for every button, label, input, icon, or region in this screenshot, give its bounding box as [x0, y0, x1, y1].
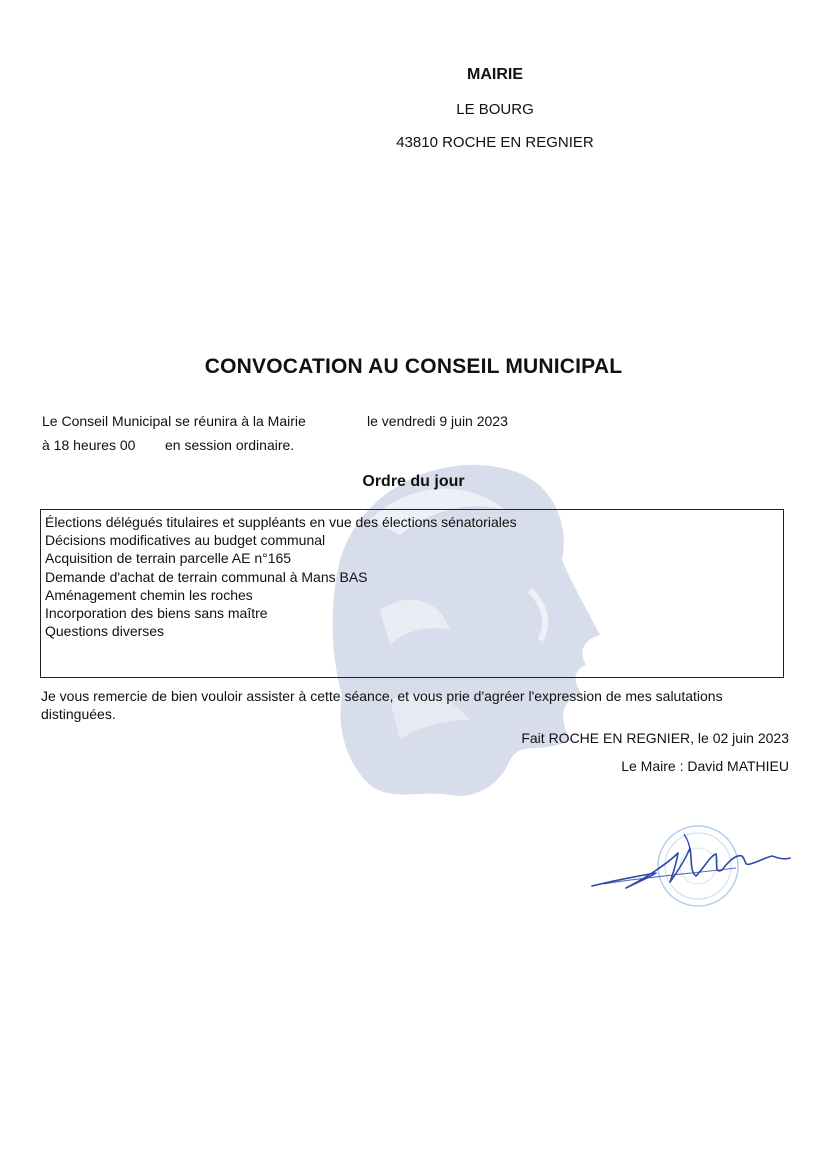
- agenda-item: Demande d'achat de terrain communal à Mans BAS: [45, 568, 368, 585]
- meeting-location: Le Conseil Municipal se réunira à la Mairie: [42, 413, 306, 429]
- agenda-item: Incorporation des biens sans maître: [45, 605, 268, 622]
- agenda-item: Aménagement chemin les roches: [45, 586, 253, 603]
- agenda-item: Acquisition de terrain parcelle AE n°165: [45, 550, 292, 567]
- meeting-session: en session ordinaire.: [165, 437, 295, 453]
- agenda-list: [45, 513, 779, 640]
- document-title: CONVOCATION AU CONSEIL MUNICIPAL: [204, 355, 623, 378]
- meeting-date: le vendredi 9 juin 2023: [367, 413, 508, 429]
- agenda-title: Ordre du jour: [362, 473, 465, 490]
- signature-stamp-icon: [586, 818, 796, 918]
- signatory: Le Maire : David MATHIEU: [621, 758, 789, 774]
- closing-paragraph: Je vous remercie de bien vouloir assister à cette séance, et vous prie d'agréer l'expression de mes salutations distinguées.: [41, 688, 723, 722]
- agenda-item: Questions diverses: [45, 623, 165, 640]
- city-line: 43810 ROCHE EN REGNIER: [396, 134, 594, 151]
- mairie-heading: MAIRIE: [467, 66, 523, 83]
- agenda-box: [40, 509, 784, 678]
- agenda-item: Décisions modificatives au budget communal: [45, 532, 326, 549]
- meeting-time: à 18 heures 00: [42, 437, 136, 453]
- address-line: LE BOURG: [456, 101, 534, 118]
- agenda-item: Élections délégués titulaires et suppléants en vue des élections sénatoriales: [45, 514, 517, 530]
- place-date: Fait ROCHE EN REGNIER, le 02 juin 2023: [521, 730, 789, 746]
